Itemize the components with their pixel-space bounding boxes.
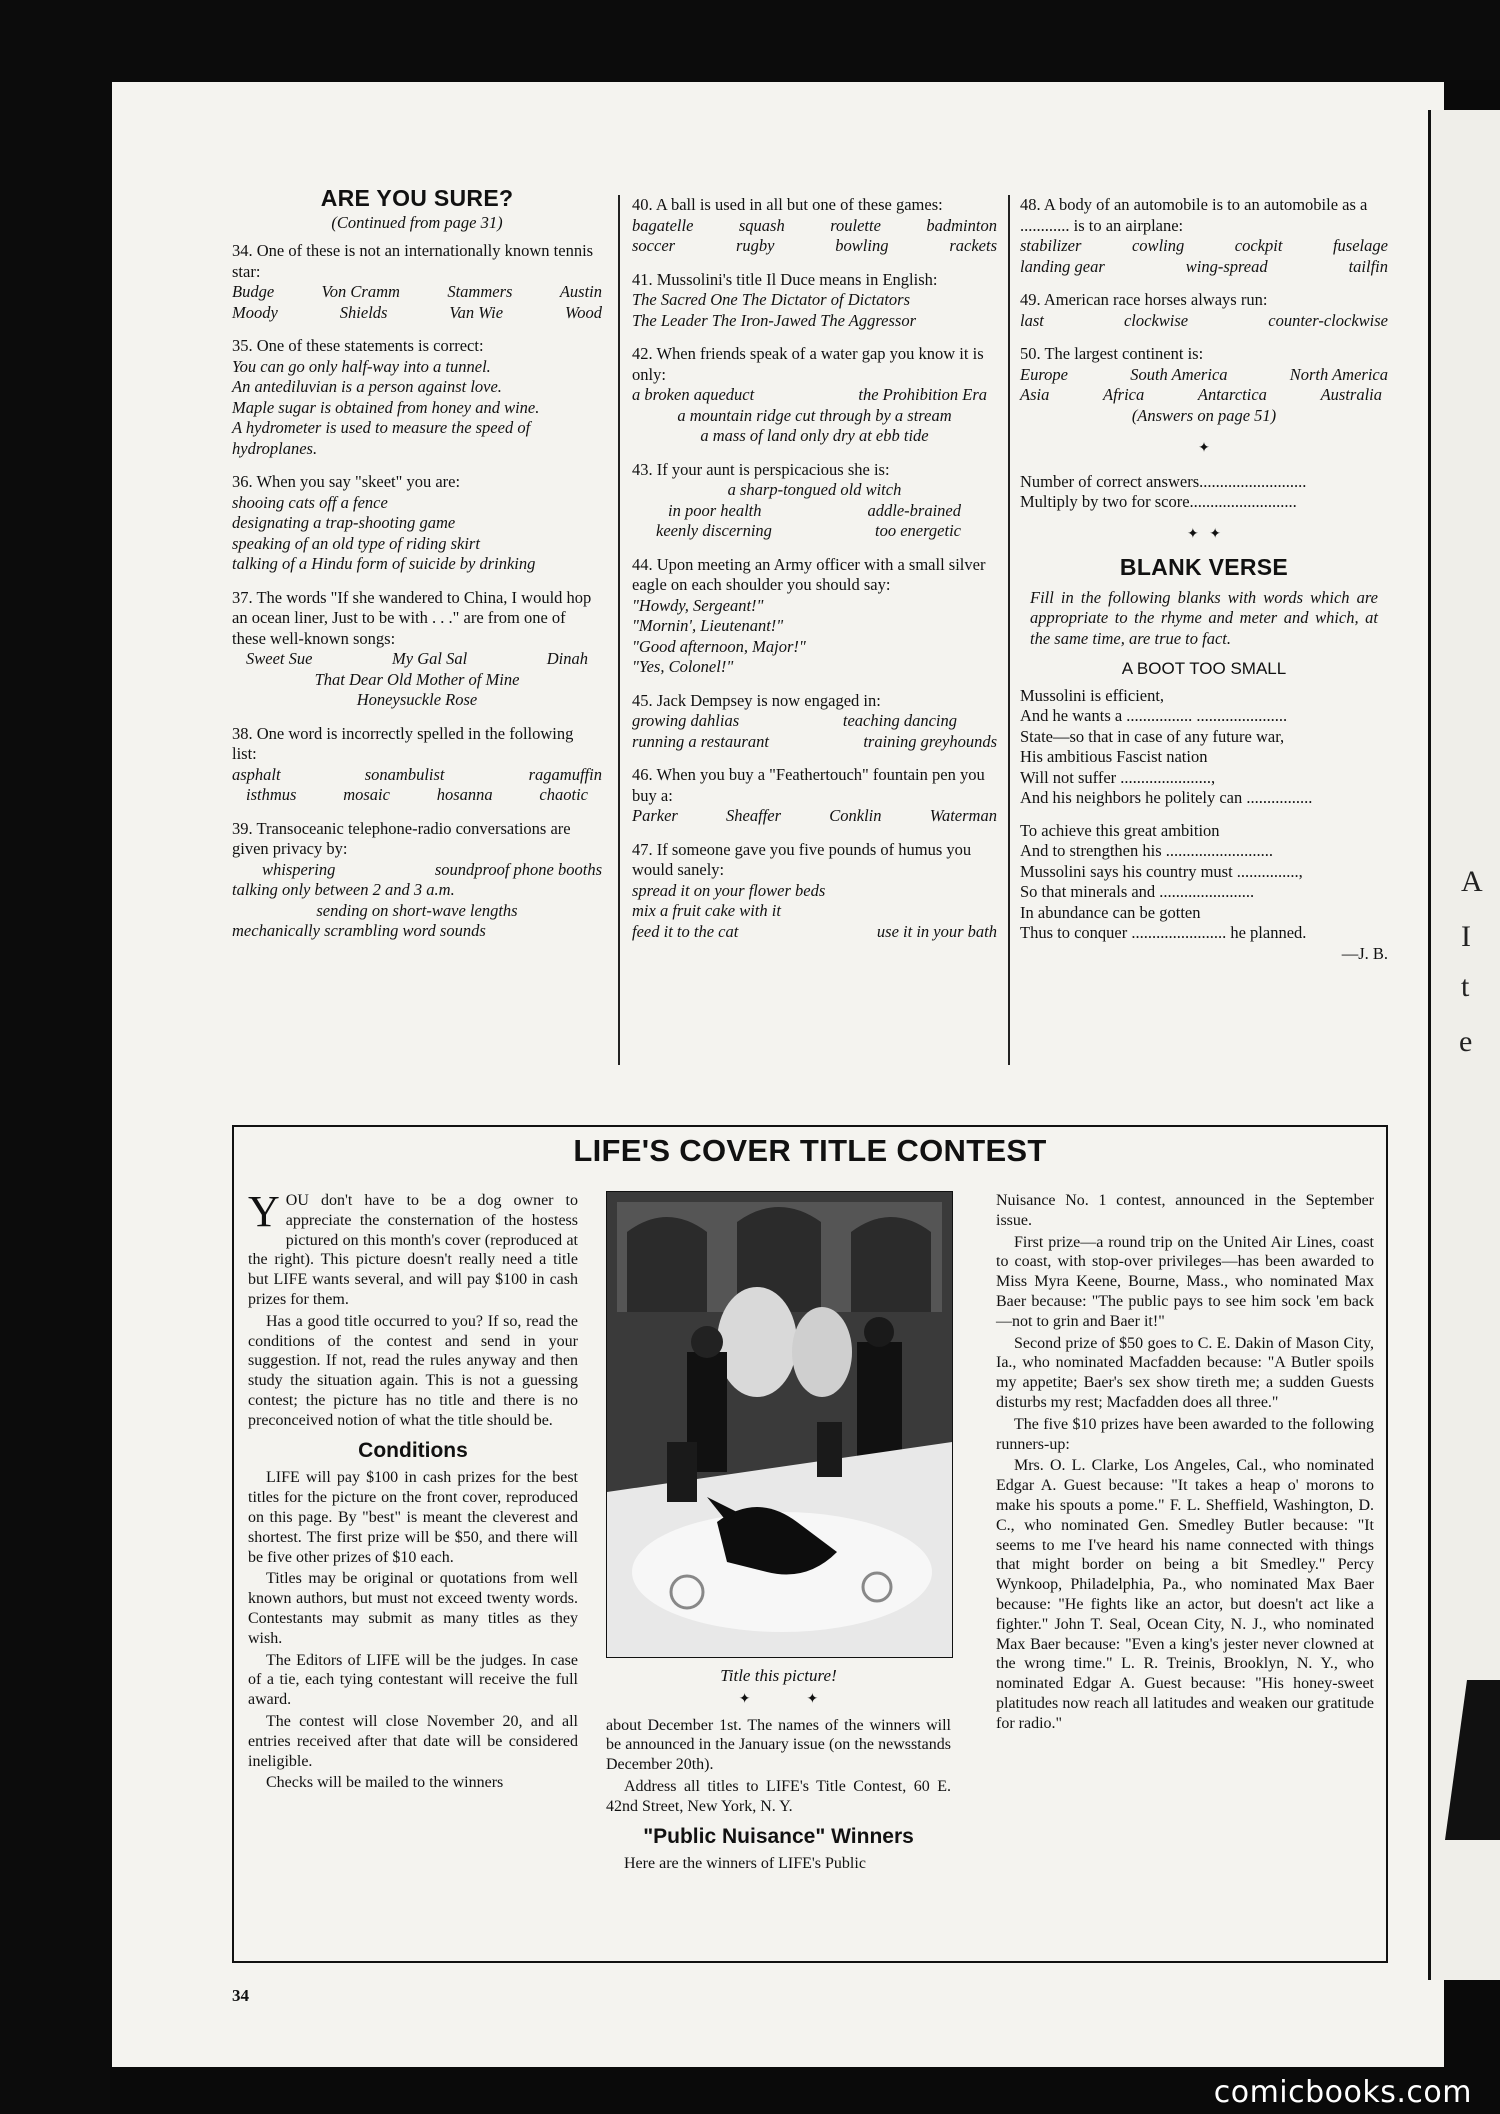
question-45: 45. Jack Dempsey is now engaged in: growing dahlias teaching dancing running a restaurant training greyhounds bbox=[632, 690, 997, 751]
question-37: 37. The words "If she wandered to China, I would hop an ocean liner, Just to be with . . ." are from one of these well-known songs: Sweet Sue My Gal Sal Dinah That Dear Old Mother of Mine Honeysuckle Rose bbox=[232, 587, 592, 709]
question-42: 42. When friends speak of a water gap you know it is only: a broken aqueduct the Prohibition Era a mountain ridge cut through by a stream a mass of land only dry at ebb tide bbox=[632, 344, 987, 445]
contest-column-2: Title this picture! ✦ ✦ about December 1st. The names of the winners will be announced in the January issue (on the newsstands December 20th). Address all titles to LIFE's Title Contest, 60 E. 42nd Street, New York, N. Y. "Public Nuisance" Winners Here are the winners of LIFE's Public bbox=[606, 1191, 951, 1876]
question-48: 48. A body of an automobile is to an automobile as a ............ is to an airplane: stabilizer cowling cockpit fuselage landing gear wing-spread tailfin bbox=[1020, 195, 1388, 276]
illustration-caption: Title this picture! bbox=[720, 1666, 837, 1685]
contest-column-3: Nuisance No. 1 contest, announced in the September issue. First prize—a round trip on the United Air Lines, coast to coast, with stop-over privileges—has been awarded to Miss Myra Keene, Bourne, Mass., who nominated Max Baer because: "The public pays to see him sock 'em back—not to grin and Baer it!" Second prize of $50 goes to C. E. Dakin of Mason City, Ia., who nominated Macfadden because: "A Butler spoils my appetite; Baer's sex show tireth me; a sudden Guests disturbs my rest; Macfadden does all three." The five $10 prizes have been awarded to the following runners-up: Mrs. O. L. Clarke, Los Angeles, Cal., who nominated Edgar A. Guest because: "It takes a heap o' morons to make his spouts a pome." F. L. Sheffield, Washington, D. C., who nominated Gen. Smedley Butler because: "It seems to me I've heard his name connected with things that might border on being a bit Smedley." Percy Wynkoop, Philadelphia, Pa., who nominated Max Baer because: "He fights like an actor, but doesn't act like a fighter." John T. Seal, Ocean City, N. J., who nominated Max Baer because: "Even a king's jester never clowned at the wrong time." L. R. Treinis, Brooklyn, N. Y., who nominated Edgar A. Guest because: "His honey-sweet platitudes now reach all latitudes and weaken our gratitude for radio." bbox=[996, 1192, 1374, 1732]
contest-box bbox=[232, 1125, 1388, 1963]
cover-illustration bbox=[606, 1191, 953, 1658]
question-35: 35. One of these statements is correct: You can go only half-way into a tunnel. An antediluvian is a person against love. Maple sugar is obtained from honey and wine. A hydrometer is used to measure the speed of hydroplanes. bbox=[232, 336, 540, 458]
site-watermark: comicbooks.com bbox=[1213, 2075, 1472, 2110]
quiz-column-1 bbox=[232, 185, 602, 955]
column-rule bbox=[1008, 195, 1010, 1065]
question-39: 39. Transoceanic telephone-radio conversations are given privacy by: whispering soundproof phone booths talking only between 2 and 3 a.m. sending on short-wave lengths mechanically scrambling word sounds bbox=[232, 818, 602, 940]
scan-border-left bbox=[0, 0, 110, 2114]
dinner-party-illustration bbox=[607, 1192, 952, 1657]
adjacent-page-glyph: e bbox=[1459, 1025, 1473, 1058]
adjacent-page-glyph: t bbox=[1461, 970, 1470, 1003]
quiz-column-3 bbox=[1020, 195, 1388, 964]
question-47: 47. If someone gave you five pounds of humus you would sanely: spread it on your flower beds mix a fruit cake with it feed it to the cat use it in your bath bbox=[632, 839, 997, 941]
drop-cap: Y bbox=[248, 1187, 280, 1236]
blank-verse-instructions: Fill in the following blanks with words which are appropriate to the rhyme and meter and which, at the same time, are true to fact. bbox=[1030, 587, 1378, 648]
quiz-title: ARE YOU SURE? bbox=[320, 185, 514, 211]
ornament-icon: ✦ bbox=[1198, 441, 1210, 456]
poem-stanza-2: To achieve this great ambition And to strengthen his .......................... Mussolini says his country must ..............., So that minerals and ....................... In abundance can be gotten Thus to conquer ....................... he planned. bbox=[1020, 820, 1307, 942]
question-40: 40. A ball is used in all but one of these games: bagatelle squash roulette badminton soccer rugby bowling rackets bbox=[632, 195, 997, 255]
score-line: Multiply by two for score.......................... bbox=[1020, 492, 1297, 511]
question-41: 41. Mussolini's title Il Duce means in English: The Sacred One The Dictator of Dictators The Leader The Iron-Jawed The Aggressor bbox=[632, 269, 938, 330]
ornament-icon: ✦ ✦ bbox=[738, 1691, 819, 1707]
conditions-heading: Conditions bbox=[358, 1438, 468, 1462]
winners-heading: "Public Nuisance" Winners bbox=[643, 1824, 914, 1848]
blank-verse-title: BLANK VERSE bbox=[1119, 554, 1289, 580]
question-44: 44. Upon meeting an Army officer with a small silver eagle on each shoulder you should say: "Howdy, Sergeant!" "Mornin', Lieutenant!" "Good afternoon, Major!" "Yes, Colonel!" bbox=[632, 554, 986, 676]
answers-note: (Answers on page 51) bbox=[1131, 405, 1277, 425]
page-number: 34 bbox=[232, 1986, 249, 2005]
score-line: Number of correct answers.......................... bbox=[1020, 471, 1307, 491]
quiz-column-2 bbox=[632, 195, 997, 955]
question-50: 50. The largest continent is: Europe South America North America Asia Africa Antarctica Australia (Answers on page 51) bbox=[1020, 344, 1388, 425]
poem-stanza-1: Mussolini is efficient, And he wants a ................ ...................... State—so that in case of any future war, His ambitious Fascist nation Will not suffer ......................, And his neighbors he politely can ................ bbox=[1020, 685, 1313, 807]
poem-title: A BOOT TOO SMALL bbox=[1121, 659, 1287, 678]
question-46: 46. When you buy a "Feathertouch" fountain pen you buy a: Parker Sheaffer Conklin Waterman bbox=[632, 765, 997, 825]
contest-column-1: YOU don't have to be a dog owner to appreciate the consternation of the hostess pictured on this month's cover (reproduced at the right). This picture doesn't really need a title but LIFE wants several, and will pay $100 in cash prizes for them. Has a good title occurred to you? If so, read the conditions of the contest and send in your suggestion. If not, read the rules anyway and then study the situation again. This is not a guessing contest; the picture has no title and there is no preconceived notion of what the title should be. Conditions LIFE will pay $100 in cash prizes for the best titles for the picture on the front cover, reproduced on this page. By "best" is meant the cleverest and shortest. The first prize will be $50, and there will be five other prizes of $10 each. Titles may be original or quotations from well known authors, but must not exceed twenty words. Contestants may submit as many titles as they wish. The Editors of LIFE will be the judges. In case of a tie, each tying contestant will receive the full award. The contest will close November 20, and all entries received after that date will be considered ineligible. Checks will be mailed to the winners bbox=[248, 1187, 578, 1792]
poem-signature: —J. B. bbox=[1341, 943, 1388, 963]
adjacent-page-glyph: A bbox=[1461, 865, 1483, 898]
question-38: 38. One word is incorrectly spelled in the following list: asphalt sonambulist ragamuffin isthmus mosaic hosanna chaotic bbox=[232, 723, 602, 804]
ornament-icon: ✦ ✦ bbox=[1187, 526, 1221, 542]
question-36: 36. When you say "skeet" you are: shooing cats off a fence designating a trap-shooting game speaking of an old type of riding skirt talking of a Hindu form of suicide by drinking bbox=[232, 472, 536, 573]
scan-border-top bbox=[0, 0, 1500, 80]
contest-title: LIFE'S COVER TITLE CONTEST bbox=[573, 1133, 1047, 1168]
continued-note: (Continued from page 31) bbox=[331, 212, 503, 232]
column-rule bbox=[618, 195, 620, 1065]
question-49: 49. American race horses always run: last clockwise counter-clockwise bbox=[1020, 290, 1388, 330]
question-34: 34. One of these is not an internationally known tennis star: Budge Von Cramm Stammers Austin Moody Shields Van Wie Wood bbox=[232, 241, 602, 322]
question-43: 43. If your aunt is perspicacious she is: a sharp-tongued old witch in poor health addle-brained keenly discerning too energetic bbox=[632, 459, 961, 540]
adjacent-page-glyph: I bbox=[1461, 920, 1471, 953]
